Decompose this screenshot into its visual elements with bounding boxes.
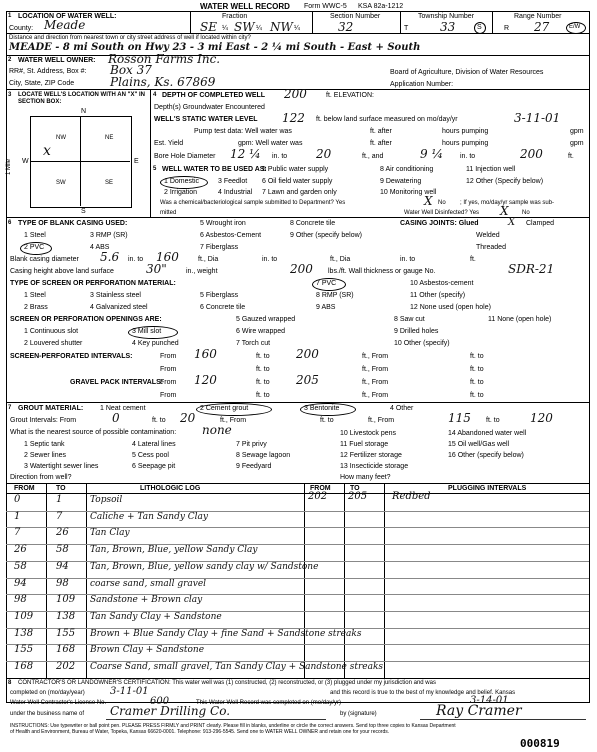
county-value: Meade bbox=[44, 18, 86, 32]
log-desc: Caliche + Tan Sandy Clay bbox=[90, 511, 209, 522]
bore-in-to-2: in. to bbox=[460, 153, 476, 160]
pump-hours: hours pumping bbox=[442, 128, 489, 135]
diameter-value: 5.6 bbox=[100, 250, 120, 264]
grout-intervals-label: Grout Intervals: From bbox=[10, 417, 77, 424]
fraction-q1: SE bbox=[200, 20, 217, 34]
bore-diameter-1: 12 ¼ bbox=[230, 147, 261, 161]
grout-ft-to-2: ft. to bbox=[320, 417, 334, 424]
distance-value: MEADE - 8 mi South on Hwy 23 - 3 mi East - 2 ¼ mi South - East + South bbox=[9, 42, 421, 53]
section-number: 5 bbox=[153, 166, 157, 172]
location-label: LOCATION OF WATER WELL: bbox=[18, 13, 117, 20]
contam-label: What is the nearest source of possible contamination: bbox=[10, 429, 177, 436]
grout-to-label-2: ft. to bbox=[486, 417, 500, 424]
log-desc: coarse sand, small gravel bbox=[90, 578, 207, 589]
signature: Ray Cramer bbox=[436, 703, 522, 719]
bore-in-to: in. to bbox=[272, 153, 288, 160]
source-seepage: 6 Seepage pit bbox=[132, 463, 176, 470]
log-from: 138 bbox=[14, 627, 34, 639]
log-to: 1 bbox=[56, 494, 63, 505]
casing-pvc: 2 PVC bbox=[24, 244, 45, 251]
owner-address: Box 37 bbox=[110, 63, 152, 77]
log-to: 138 bbox=[56, 610, 76, 622]
log-from: 155 bbox=[14, 644, 34, 656]
log-desc: Tan Clay bbox=[90, 528, 130, 539]
height-value: 30" bbox=[146, 262, 167, 276]
static-value: 122 bbox=[282, 111, 305, 125]
bore-ft: ft. bbox=[568, 153, 574, 160]
source-privy: 7 Pit privy bbox=[236, 441, 267, 448]
section-number: 1 bbox=[8, 13, 12, 19]
log-from: 0 bbox=[14, 494, 21, 505]
use-domestic: 1 Domestic bbox=[164, 178, 200, 185]
well-location-mark: x bbox=[43, 143, 51, 159]
grout-to-1: 20 bbox=[180, 411, 196, 425]
perf-from: 160 bbox=[194, 347, 217, 361]
pump-label: Pump test data: Well water was bbox=[194, 128, 292, 135]
casing-label: TYPE OF BLANK CASING USED: bbox=[18, 220, 128, 227]
source-sewer: 2 Sewer lines bbox=[24, 452, 67, 459]
diameter-in-to-2: in. to bbox=[262, 256, 278, 263]
log-from: 168 bbox=[14, 661, 34, 672]
perf-from-label-2: From bbox=[160, 366, 177, 373]
distance-label: Distance and direction from nearest town or city street address of well if located within city? bbox=[9, 35, 251, 41]
source-livestock: 10 Livestock pens bbox=[340, 430, 397, 437]
range-label: Range Number bbox=[514, 13, 562, 20]
city-label: City, State, ZIP Code bbox=[9, 80, 75, 87]
completed-date: 3-11-01 bbox=[110, 686, 149, 697]
gravel-ft-from-2: ft., From bbox=[362, 392, 389, 399]
gravel-to-label-2: ft. to bbox=[470, 379, 484, 386]
grout-other: 4 Other bbox=[390, 405, 414, 412]
log-col-litho: LITHOLOGIC LOG bbox=[140, 485, 201, 492]
casing-concrete: 8 Concrete tile bbox=[290, 220, 336, 227]
log-desc: Brown Clay + Sandstone bbox=[90, 645, 205, 656]
diameter-to: 160 bbox=[156, 250, 179, 264]
by-signature-label: by (signature) bbox=[340, 711, 377, 717]
se-label: SE bbox=[105, 180, 114, 186]
license-value: 600 bbox=[150, 696, 170, 707]
ksa-reference: KSA 82a-1212 bbox=[358, 3, 404, 10]
opening-torch: 7 Torch cut bbox=[236, 340, 271, 347]
welded-label: Welded bbox=[476, 232, 500, 239]
use-injection: 11 Injection well bbox=[466, 166, 516, 173]
depth-value: 200 bbox=[284, 87, 307, 101]
pump-after: ft. after bbox=[370, 128, 392, 135]
instructions-line-1: INSTRUCTIONS: Use typewriter or ball point pen. PLEASE PRESS FIRMLY and PRINT clearly. Please fill in blanks, underline or circle the correct answers. Send top three copies to Kansas Department bbox=[10, 723, 456, 729]
bore-depth-1: 20 bbox=[316, 147, 332, 161]
static-label: WELL'S STATIC WATER LEVEL bbox=[154, 116, 258, 123]
screen-abs: 9 ABS bbox=[316, 304, 336, 311]
yield-gpm: gpm bbox=[570, 140, 584, 147]
yield-hours: hours pumping bbox=[442, 140, 489, 147]
depth-label: DEPTH OF COMPLETED WELL bbox=[162, 92, 266, 99]
screen-fiberglass: 5 Fiberglass bbox=[200, 292, 239, 299]
completed-label: completed on (mo/day/year) bbox=[10, 690, 85, 696]
source-insecticide: 13 Insecticide storage bbox=[340, 463, 409, 470]
diameter-in-to: in. to bbox=[128, 256, 144, 263]
north-label: N bbox=[81, 108, 87, 115]
use-lawn: 7 Lawn and garden only bbox=[262, 189, 337, 196]
opening-other: 10 Other (specify) bbox=[394, 340, 450, 347]
log-from: 26 bbox=[14, 544, 27, 556]
right-from: 202 bbox=[308, 491, 328, 502]
log-desc: Sandstone + Brown clay bbox=[90, 595, 203, 606]
glued-mark: X bbox=[508, 217, 516, 228]
use-public: 5 Public water supply bbox=[262, 166, 329, 173]
serial-number: 000819 bbox=[520, 737, 560, 750]
grout-ft-from: ft., From bbox=[220, 417, 247, 424]
perf-from-label: From bbox=[160, 353, 177, 360]
use-aircond: 8 Air conditioning bbox=[380, 166, 434, 173]
application-label: Application Number: bbox=[390, 81, 454, 88]
license-label: Water Well Contractor's License No. bbox=[10, 700, 107, 706]
est-yield-label: Est. Yield bbox=[154, 140, 184, 147]
cert-label: CONTRACTOR'S OR LANDOWNER'S CERTIFICATION: This water well was (1) constructed, (2) reconstructed, or (3) plugged under my jurisdiction and was bbox=[18, 680, 436, 686]
board-label: Board of Agriculture, Division of Water Resources bbox=[390, 69, 544, 76]
source-oilgas: 15 Oil well/Gas well bbox=[448, 441, 510, 448]
log-col-plug: PLUGGING INTERVALS bbox=[448, 485, 527, 492]
address-label: RR#, St. Address, Box #: bbox=[9, 68, 87, 75]
source-feedyard: 9 Feedyard bbox=[236, 463, 272, 470]
perf-to-label-3: ft. to bbox=[256, 366, 270, 373]
chem-label: Was a chemical/bacteriological sample submitted to Department? Yes bbox=[160, 200, 346, 206]
casing-other: 9 Other (specify below) bbox=[290, 232, 362, 239]
use-feedlot: 3 Feedlot bbox=[218, 178, 248, 185]
perf-to: 200 bbox=[296, 347, 319, 361]
perf-to-label-2: ft. to bbox=[470, 353, 484, 360]
owner-label: WATER WELL OWNER: bbox=[18, 57, 96, 64]
perf-ft-from: ft., From bbox=[362, 353, 389, 360]
diameter-ft: ft. bbox=[470, 256, 476, 263]
use-industrial: 4 Industrial bbox=[218, 189, 253, 196]
right-desc: Redbed bbox=[392, 491, 431, 502]
log-from: 7 bbox=[14, 527, 21, 539]
use-other: 12 Other (Specify below) bbox=[466, 178, 544, 185]
gravel-label: GRAVEL PACK INTERVALS: bbox=[70, 379, 164, 386]
est-yield-text: gpm: Well water was bbox=[238, 140, 303, 147]
log-from: 109 bbox=[14, 610, 34, 622]
east-label: E bbox=[134, 158, 139, 165]
perf-to-label-4: ft. to bbox=[470, 366, 484, 373]
source-septic: 1 Septic tank bbox=[24, 441, 65, 448]
use-label: WELL WATER TO BE USED AS: bbox=[162, 166, 267, 173]
opening-drilled: 9 Drilled holes bbox=[394, 328, 439, 335]
screen-concrete: 6 Concrete tile bbox=[200, 304, 246, 311]
use-dewatering: 9 Dewatering bbox=[380, 178, 422, 185]
screen-none: 12 None used (open hole) bbox=[410, 304, 491, 311]
section-number: 8 bbox=[8, 680, 12, 686]
grout-neat: 1 Neat cement bbox=[100, 405, 146, 412]
joints-label: CASING JOINTS: Glued bbox=[400, 220, 479, 227]
section-number: 6 bbox=[8, 220, 12, 226]
log-from: 94 bbox=[14, 577, 27, 589]
disinfected-label: Water Well Disinfected? Yes bbox=[404, 210, 480, 216]
chem-mitted: mitted bbox=[160, 210, 177, 216]
log-desc: Coarse Sand, small gravel, Tan Sandy Clay + Sandstone streaks bbox=[90, 662, 384, 672]
depth-unit: ft. ELEVATION: bbox=[326, 92, 374, 99]
source-fuel: 11 Fuel storage bbox=[340, 441, 389, 448]
screen-other: 11 Other (specify) bbox=[410, 292, 466, 299]
screen-asbestos: 10 Asbestos-cement bbox=[410, 280, 474, 287]
log-desc: Topsoil bbox=[90, 495, 123, 505]
screen-pvc: 7 PVC bbox=[316, 280, 337, 287]
quarter-mark-1: ¼ bbox=[222, 25, 228, 32]
sw-label: SW bbox=[56, 180, 66, 186]
opening-wire: 6 Wire wrapped bbox=[236, 328, 286, 335]
how-many-label: How many feet? bbox=[340, 474, 391, 481]
quarter-mark-2: ¼ bbox=[256, 25, 262, 32]
disinfected-no: No bbox=[522, 210, 530, 216]
form-number: Form WWC-5 bbox=[304, 3, 347, 10]
chem-tail: ; If yes, mo/day/yr sample was sub- bbox=[460, 200, 555, 206]
groundwater-label: Depth(s) Groundwater Encountered bbox=[154, 104, 265, 111]
township-value: 33 bbox=[440, 20, 456, 34]
source-abandoned: 14 Abandoned water well bbox=[448, 430, 527, 437]
record-date: 3-14-01 bbox=[470, 695, 509, 706]
grout-to-label-1: ft. to bbox=[152, 417, 166, 424]
source-lagoon: 8 Sewage lagoon bbox=[236, 452, 291, 459]
yield-after: ft. after bbox=[370, 140, 392, 147]
business-value: Cramer Drilling Co. bbox=[110, 704, 231, 718]
source-watertight: 3 Watertight sewer lines bbox=[24, 463, 99, 470]
range-value: 27 bbox=[534, 20, 550, 34]
fraction-label: Fraction bbox=[222, 13, 248, 20]
gravel-from: 120 bbox=[194, 373, 217, 387]
range-r: R bbox=[504, 25, 510, 32]
screen-rmp: 8 RMP (SR) bbox=[316, 292, 354, 299]
south-label: S bbox=[81, 208, 86, 215]
bore-diameter-2: 9 ¼ bbox=[420, 147, 444, 161]
screen-label: TYPE OF SCREEN OR PERFORATION MATERIAL: bbox=[10, 280, 176, 287]
fraction-q3: NW bbox=[270, 20, 293, 34]
diameter-ft-dia: ft., Dia bbox=[198, 256, 219, 263]
opening-key-punched: 4 Key punched bbox=[132, 340, 179, 347]
direction-label: Direction from well? bbox=[10, 474, 72, 481]
range-dir: E/W bbox=[569, 24, 581, 30]
gauge-value: SDR-21 bbox=[508, 262, 555, 276]
township-label: Township Number bbox=[418, 13, 475, 20]
gravel-to: 205 bbox=[296, 373, 319, 387]
instructions-line-2: of Health and Environment, Bureau of Water, Topeka, Kansas 66620-0001. Telephone: 913-296-5545. Send one to WATER WELL OWNER and retain one for your records. bbox=[10, 729, 390, 735]
log-col-from-2: FROM bbox=[310, 485, 331, 492]
casing-fiberglass: 7 Fiberglass bbox=[200, 244, 239, 251]
casing-abs: 4 ABS bbox=[90, 244, 110, 251]
chem-mark: X bbox=[424, 194, 433, 208]
bore-label: Bore Hole Diameter bbox=[154, 153, 216, 160]
owner-city: Plains, Ks. 67869 bbox=[110, 75, 216, 89]
perf-label: SCREEN-PERFORATED INTERVALS: bbox=[10, 353, 133, 360]
screen-steel: 1 Steel bbox=[24, 292, 46, 299]
grout-to-2: 120 bbox=[530, 411, 553, 425]
opening-louvered: 2 Louvered shutter bbox=[24, 340, 83, 347]
section-number: 7 bbox=[8, 405, 12, 411]
diameter-in-to-3: in. to bbox=[400, 256, 416, 263]
screen-brass: 2 Brass bbox=[24, 304, 48, 311]
casing-wrought: 5 Wrought iron bbox=[200, 220, 246, 227]
business-label: under the business name of bbox=[10, 711, 85, 717]
gravel-to-label-4: ft. to bbox=[470, 392, 484, 399]
ne-label: NE bbox=[105, 135, 114, 141]
gravel-to-label: ft. to bbox=[256, 379, 270, 386]
gravel-ft-from: ft., From bbox=[362, 379, 389, 386]
log-to: 109 bbox=[56, 594, 76, 606]
casing-asbestos: 6 Asbestos-Cement bbox=[200, 232, 262, 239]
section-number-value: 32 bbox=[338, 20, 354, 34]
chem-no: No bbox=[438, 200, 446, 206]
opening-gauzed: 5 Gauzed wrapped bbox=[236, 316, 296, 323]
quarter-mark-3: ¼ bbox=[294, 25, 300, 32]
log-desc: Tan Sandy Clay + Sandstone bbox=[90, 611, 222, 622]
gravel-to-label-3: ft. to bbox=[256, 392, 270, 399]
log-desc: Brown + Blue Sandy Clay + fine Sand + Sandstone streaks bbox=[90, 628, 362, 639]
diameter-ft-dia-2: ft., Dia bbox=[330, 256, 351, 263]
log-to: 155 bbox=[56, 627, 76, 639]
cert-text-2: and this record is true to the best of my knowledge and belief. Kansas bbox=[330, 690, 516, 696]
contam-value: none bbox=[202, 423, 232, 437]
log-col-to: TO bbox=[56, 485, 66, 492]
screen-stainless: 3 Stainless steel bbox=[90, 292, 141, 299]
height-in-weight: in., weight bbox=[186, 268, 218, 275]
section-number: 2 bbox=[8, 57, 12, 63]
static-text: ft. below land surface measured on mo/day/yr bbox=[316, 116, 458, 123]
log-to: 168 bbox=[56, 644, 76, 656]
township-t: T bbox=[404, 25, 409, 32]
mile-label: 1 Mile bbox=[6, 158, 12, 175]
log-to: 98 bbox=[56, 577, 69, 589]
use-oilfield: 6 Oil field water supply bbox=[262, 178, 333, 185]
west-label: W bbox=[22, 158, 29, 165]
township-dir: S bbox=[477, 24, 482, 31]
casing-steel: 1 Steel bbox=[24, 232, 46, 239]
section-number: 3 bbox=[8, 92, 12, 98]
nw-label: NW bbox=[56, 135, 66, 141]
log-to: 94 bbox=[56, 560, 69, 572]
section-box bbox=[30, 116, 132, 208]
locate-label: LOCATE WELL'S LOCATION WITH AN "X" IN SECTION BOX: bbox=[18, 92, 145, 105]
grout-cement: 2 Cement grout bbox=[200, 405, 249, 412]
log-to: 58 bbox=[56, 544, 69, 556]
log-desc: Tan, Brown, Blue, yellow sandy clay w/ Sandstone bbox=[90, 561, 319, 572]
diameter-label: Blank casing diameter bbox=[10, 256, 79, 263]
use-irrigation: 2 Irrigation bbox=[164, 189, 198, 196]
log-desc: Tan, Brown, Blue, yellow Sandy Clay bbox=[90, 545, 258, 556]
opening-none: 11 None (open hole) bbox=[488, 316, 552, 323]
threaded-label: Threaded bbox=[476, 244, 506, 251]
use-monitoring: 10 Monitoring well bbox=[380, 189, 437, 196]
openings-label: SCREEN OR PERFORATION OPENINGS ARE: bbox=[10, 316, 162, 323]
grout-ft-from-2: ft., From bbox=[368, 417, 395, 424]
grout-from-1: 0 bbox=[112, 411, 120, 425]
fraction-q2: SW bbox=[234, 20, 255, 34]
bore-depth-2: 200 bbox=[520, 147, 543, 161]
log-to: 7 bbox=[56, 510, 63, 522]
pump-gpm: gpm bbox=[570, 128, 584, 135]
county-label: County: bbox=[9, 25, 34, 32]
opening-saw: 8 Saw cut bbox=[394, 316, 425, 323]
disinfected-mark: X bbox=[500, 204, 509, 218]
perf-ft-from-2: ft., From bbox=[362, 366, 389, 373]
static-date: 3-11-01 bbox=[514, 111, 561, 125]
clamped-label: Clamped bbox=[526, 220, 555, 227]
log-from: 98 bbox=[14, 594, 27, 606]
perf-to-label: ft. to bbox=[256, 353, 270, 360]
log-to: 26 bbox=[56, 527, 69, 539]
casing-rmp: 3 RMP (SR) bbox=[90, 232, 128, 239]
weight-unit: lbs./ft. Wall thickness or gauge No. bbox=[328, 268, 436, 275]
form-title: WATER WELL RECORD bbox=[200, 2, 290, 11]
section-number: 4 bbox=[153, 92, 157, 98]
gravel-from-label: From bbox=[160, 379, 177, 386]
grout-bentonite: 3 Bentonite bbox=[304, 405, 340, 412]
log-from: 58 bbox=[14, 560, 27, 572]
log-col-from: FROM bbox=[14, 485, 35, 492]
opening-mill-slot: 3 Mill slot bbox=[132, 328, 162, 335]
section-number-label: Section Number bbox=[330, 13, 381, 20]
log-from: 1 bbox=[14, 510, 21, 522]
source-cess: 5 Cess pool bbox=[132, 452, 169, 459]
grout-label: GROUT MATERIAL: bbox=[18, 405, 84, 412]
bore-and: ft., and bbox=[362, 153, 384, 160]
height-label: Casing height above land surface bbox=[10, 268, 114, 275]
weight-value: 200 bbox=[290, 262, 313, 276]
opening-continuous: 1 Continuous slot bbox=[24, 328, 79, 335]
source-fertilizer: 12 Fertilizer storage bbox=[340, 452, 402, 459]
right-to: 205 bbox=[348, 491, 368, 502]
cert-text-3: This Water Well Record was completed on (mo/day/yr) bbox=[196, 700, 342, 706]
gravel-from-label-2: From bbox=[160, 392, 177, 399]
screen-galvanized: 4 Galvanized steel bbox=[90, 304, 148, 311]
owner-name: Rosson Farms Inc. bbox=[108, 52, 221, 66]
grout-from-2: 115 bbox=[448, 411, 471, 425]
log-col-to-2: TO bbox=[350, 485, 360, 492]
source-other: 16 Other (specify below) bbox=[448, 452, 524, 459]
log-to: 202 bbox=[56, 661, 76, 672]
source-lateral: 4 Lateral lines bbox=[132, 441, 176, 448]
